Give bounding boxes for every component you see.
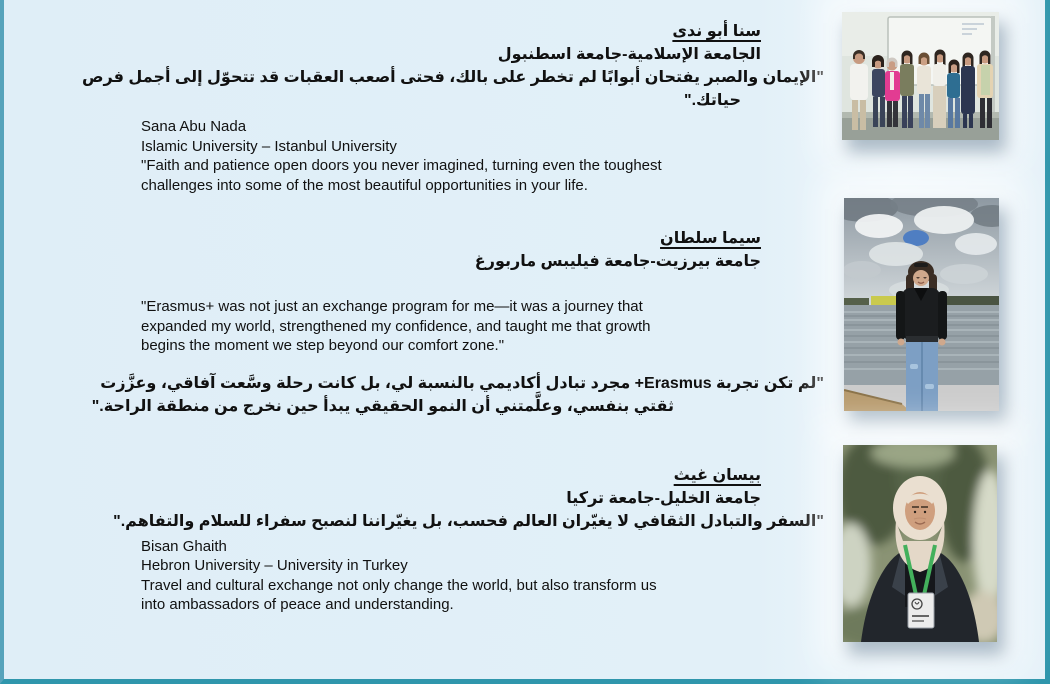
name-english: Sana Abu Nada <box>141 118 247 135</box>
quote-english-line: begins the moment we step beyond our comfort zone." <box>141 337 505 354</box>
students-group-classroom-photo <box>842 12 999 140</box>
testimonial-section <box>35 227 824 418</box>
quote-english-line: into ambassadors of peace and understanding. <box>141 596 454 613</box>
student-hijab-campus-portrait-photo <box>843 445 997 642</box>
quote-arabic-line: حياتك." <box>683 92 741 109</box>
name-english: Bisan Ghaith <box>141 537 227 555</box>
quote-arabic-line: "السفر والتبادل الثقافي لا يغيّران العالم فحسب، بل يغيّراننا لنصبح سفراء للسلام والتفاهم." <box>113 512 824 530</box>
quote-arabic-line: "الإيمان والصبر يفتحان أبوابًا لم تخطر على بالك، فحتى أصعب العقبات قد تتحوّل إلى أجمل فرص <box>82 69 824 86</box>
name-arabic: بيسان غيث <box>673 466 761 484</box>
quote-english-line: "Faith and patience open doors you never imagined, turning even the toughest <box>141 157 662 174</box>
quote-arabic-line: ثقتي بنفسي، وعلَّمتني أن النمو الحقيقي يبدأ حين نخرج من منطقة الراحة." <box>91 397 674 415</box>
quote-english-line: Travel and cultural exchange not only change the world, but also transform us <box>141 576 657 594</box>
testimonial-section <box>35 20 824 195</box>
quote-english-line: "Erasmus+ was not just an exchange program for me—it was a journey that <box>141 298 643 315</box>
student-riverside-portrait-photo <box>844 198 999 411</box>
quote-english-line: challenges into some of the most beautiful opportunities in your life. <box>141 176 588 194</box>
name-arabic: سنا أبو ندى <box>672 23 761 40</box>
university-arabic: الجامعة الإسلامية-جامعة اسطنبول <box>497 46 761 63</box>
quote-arabic-line: "لم تكن تجربة Erasmus+ مجرد تبادل أكاديمي بالنسبة لي، بل كانت رحلة وسَّعت آفاقي، وعزَّزت <box>100 374 824 392</box>
university-arabic: جامعة بيرزيت-جامعة فيليبس ماربورغ <box>474 253 761 270</box>
name-arabic: سيما سلطان <box>660 230 761 247</box>
university-english: Hebron University – University in Turkey <box>141 557 408 574</box>
testimonials-column <box>35 0 824 615</box>
testimonial-section <box>35 464 824 615</box>
university-arabic: جامعة الخليل-جامعة تركيا <box>566 489 761 507</box>
quote-english-line: expanded my world, strengthened my confidence, and taught me that growth <box>141 317 651 335</box>
university-english: Islamic University – Istanbul University <box>141 137 397 155</box>
